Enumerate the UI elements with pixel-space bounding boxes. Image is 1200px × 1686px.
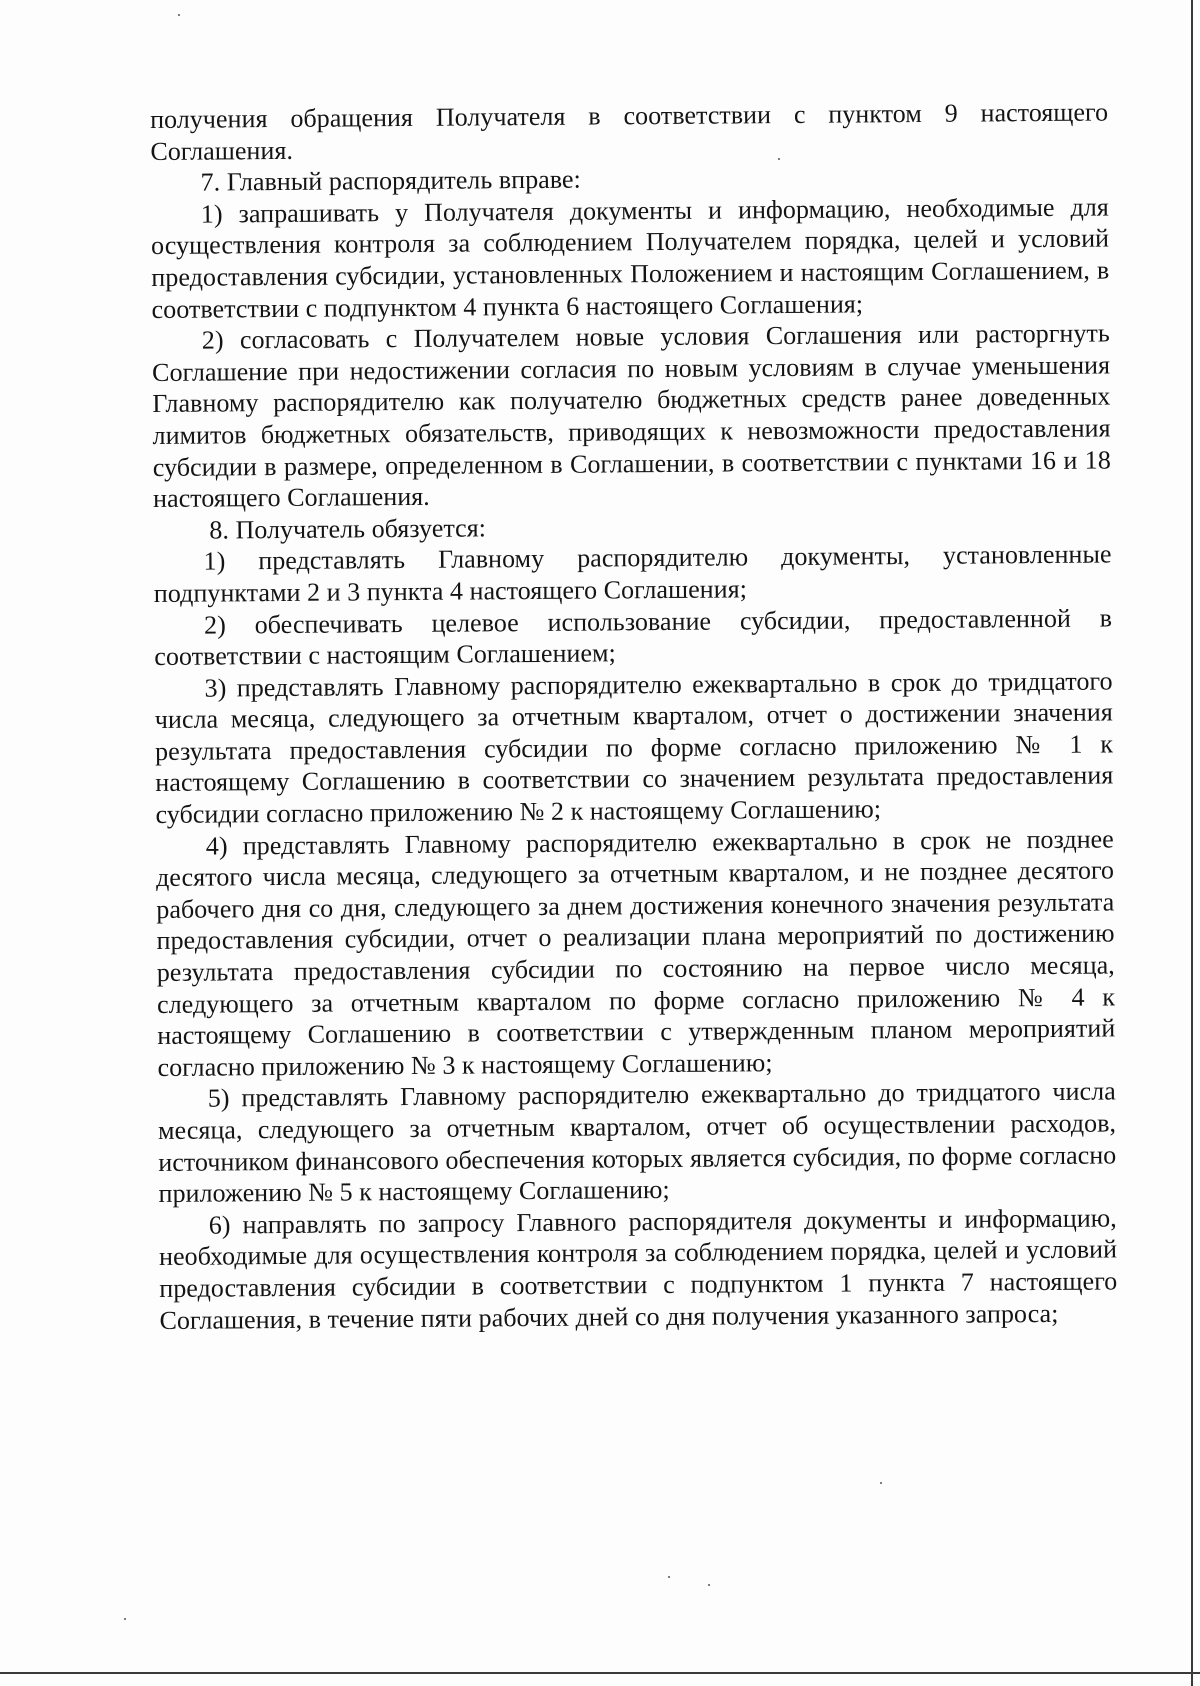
section-8-item-4: 4) представлять Главному распорядителю ежеквартально в срок не позднее десятого числа месяца, следующего за отчетным кварталом, и не позднее десятого рабочего дня со дня, следующего за днем достижения конечного значения результата предоставления субсидии, отчет о реализации плана мероприятий по достижению результата предоставления субсидии по состоянию на первое число месяца, следующего за отчетным кварталом по форме согласно приложению № 4 к настоящему Соглашению в соответствии с утвержденным планом мероприятий согласно приложению № 3 к настоящему Соглашению; bbox=[155, 824, 1116, 1082]
scan-speck bbox=[708, 1584, 710, 1586]
scan-speck bbox=[178, 14, 180, 16]
scan-speck bbox=[124, 1618, 126, 1620]
section-7-item-2: 2) согласовать с Получателем новые условия Соглашения или расторгнуть Соглашение при недостижении согласия по новым условиям в случае уменьшения Главному распорядителю как получателю бюджетных средств ранее доведенных лимитов бюджетных обязательств, приводящих к невозможности предоставления субсидии в размере, определенном в Соглашении, в соответствии с пунктами 16 и 18 настоящего Соглашения. bbox=[151, 318, 1111, 514]
section-8-item-6: 6) направлять по запросу Главного распорядителя документы и информацию, необходимые для осуществления контроля за соблюдением порядка, целей и условий предоставления субсидии в соответствии с подпунктом 1 пункта 7 настоящего Соглашения, в течение пяти рабочих дней со дня получения указанного запроса; bbox=[158, 1203, 1118, 1335]
section-8-heading: 8. Получатель обязуется: bbox=[209, 513, 487, 545]
section-7-item-1: 1) запрашивать у Получателя документы и информацию, необходимые для осуществления контроля за соблюдением Получателем порядка, целей и условий предоставления субсидии, установленных Положением и настоящим Соглашением, в соответствии с подпунктом 4 пункта 6 настоящего Соглашения; bbox=[151, 192, 1110, 324]
section-7-heading: 7. Главный распорядитель вправе: bbox=[200, 164, 581, 197]
section-8-item-5: 5) представлять Главному распорядителю ежеквартально до тридцатого числа месяца, следующего за отчетным кварталом, отчет об осуществлении расходов, источником финансового обеспечения которых является субсидия, по форме согласно приложению № 5 к настоящему Соглашению; bbox=[157, 1076, 1117, 1209]
section-8-item-2: 2) обеспечивать целевое использование субсидии, предоставленной в соответствии с настоящим Соглашением; bbox=[154, 602, 1113, 672]
scan-edge-bottom bbox=[0, 1672, 1200, 1674]
scan-speck bbox=[668, 1576, 670, 1578]
scan-edge-right bbox=[1191, 0, 1193, 1686]
document-body bbox=[150, 96, 1118, 1336]
paragraph-intro-continuation: получения обращения Получателя в соответствии с пунктом 9 настоящего Соглашения. bbox=[150, 97, 1109, 166]
section-8-item-3: 3) представлять Главному распорядителю ежеквартально в срок до тридцатого числа месяца, следующего за отчетным кварталом, отчет о достижении значения результата предоставления субсидии по форме согласно приложению № 1 к настоящему Соглашению в соответствии со значением результата предоставления субсидии согласно приложению № 2 к настоящему Соглашению; bbox=[154, 666, 1114, 830]
scan-speck bbox=[880, 1482, 882, 1484]
section-8-item-1: 1) представлять Главному распорядителю документы, установленные подпунктами 2 и 3 пункта 4 настоящего Соглашения; bbox=[153, 539, 1112, 608]
